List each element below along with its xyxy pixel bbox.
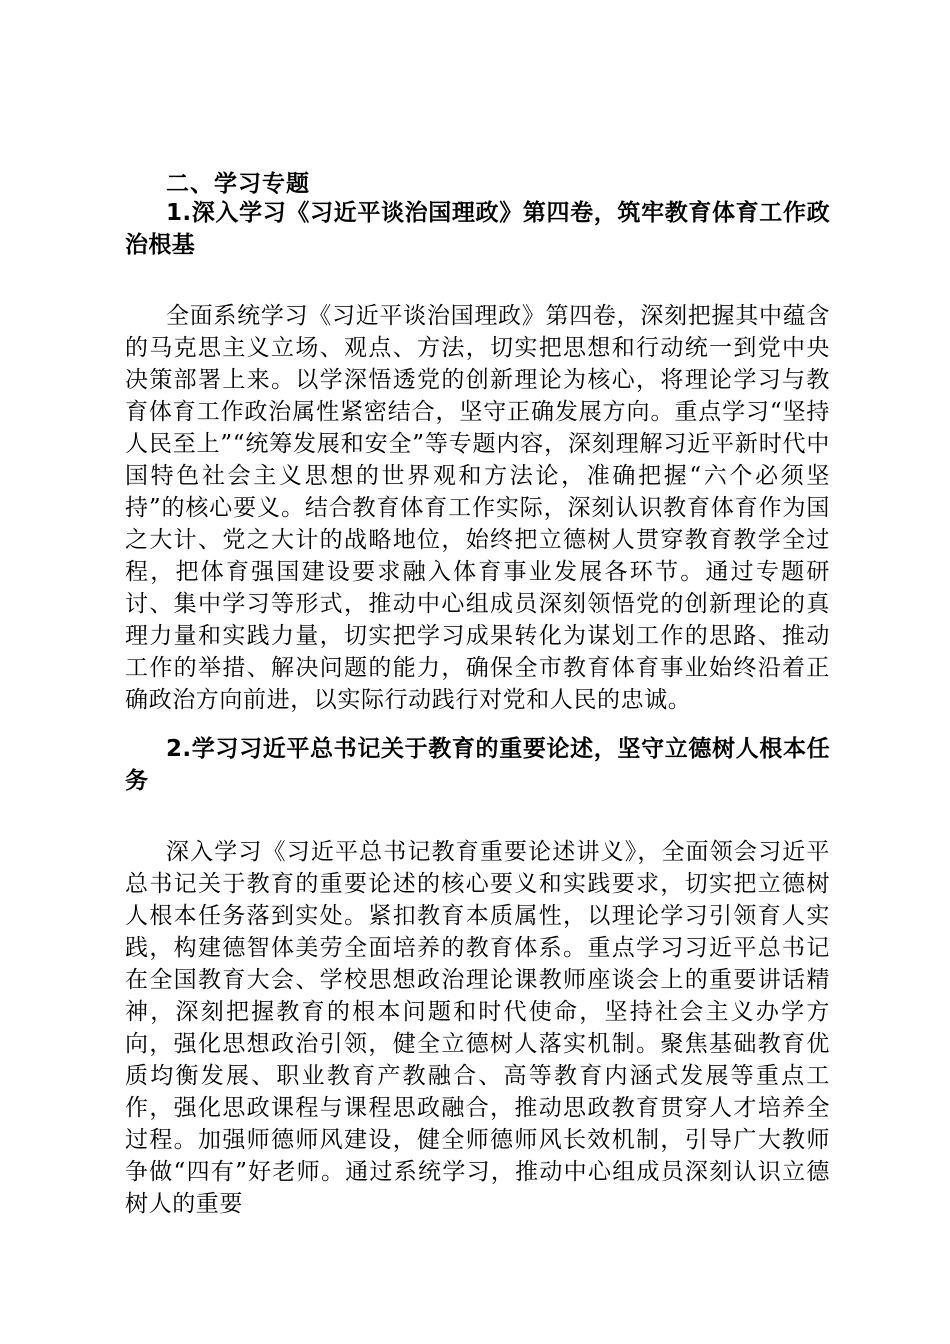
- topic-1-title: 1.深入学习《习近平谈治国理政》第四卷，筑牢教育体育工作政治根基: [125, 200, 830, 258]
- topic-2-body: 深入学习《习近平总书记教育重要论述讲义》，全面领会习近平总书记关于教育的重要论述的核心要义和实践要求，切实把立德树人根本任务落到实处。紧扣教育本质属性，以理论学习引领育人实践，构建德智体美劳全面培养的教育体系。重点学习习近平总书记在全国教育大会、学校思想政治理论课教师座谈会上的重要讲话精神，深刻把握教育的根本问题和时代使命，坚持社会主义办学方向，强化思想政治引领，健全立德树人落实机制。聚焦基础教育优质均衡发展、职业教育产教融合、高等教育内涵式发展等重点工作，强化思政课程与课程思政融合，推动思政教育贯穿人才培养全过程。加强师德师风建设，健全师德师风长效机制，引导广大教师争做“四有”好老师。通过系统学习，推动中心组成员深刻认识立德树人的重要: [125, 839, 830, 1217]
- topic-2-title: 2.学习习近平总书记关于教育的重要论述，坚守立德树人根本任务: [125, 736, 830, 794]
- section-heading: 二、学习专题: [166, 171, 310, 197]
- topic-1-body: 全面系统学习《习近平谈治国理政》第四卷，深刻把握其中蕴含的马克思主义立场、观点、方法，切实把思想和行动统一到党中央决策部署上来。以学深悟透党的创新理论为核心，将理论学习与教育体育工作政治属性紧密结合，坚守正确发展方向。重点学习“坚持人民至上”“统筹发展和安全”等专题内容，深刻理解习近平新时代中国特色社会主义思想的世界观和方法论，准确把握“六个必须坚持”的核心要义。结合教育体育工作实际，深刻认识教育体育作为国之大计、党之大计的战略地位，始终把立德树人贯穿教育教学全过程，把体育强国建设要求融入体育事业发展各环节。通过专题研讨、集中学习等形式，推动中心组成员深刻领悟党的创新理论的真理力量和实践力量，切实把学习成果转化为谋划工作的思路、推动工作的举措、解决问题的能力，确保全市教育体育事业始终沿着正确政治方向前进，以实际行动践行对党和人民的忠诚。: [125, 303, 830, 713]
